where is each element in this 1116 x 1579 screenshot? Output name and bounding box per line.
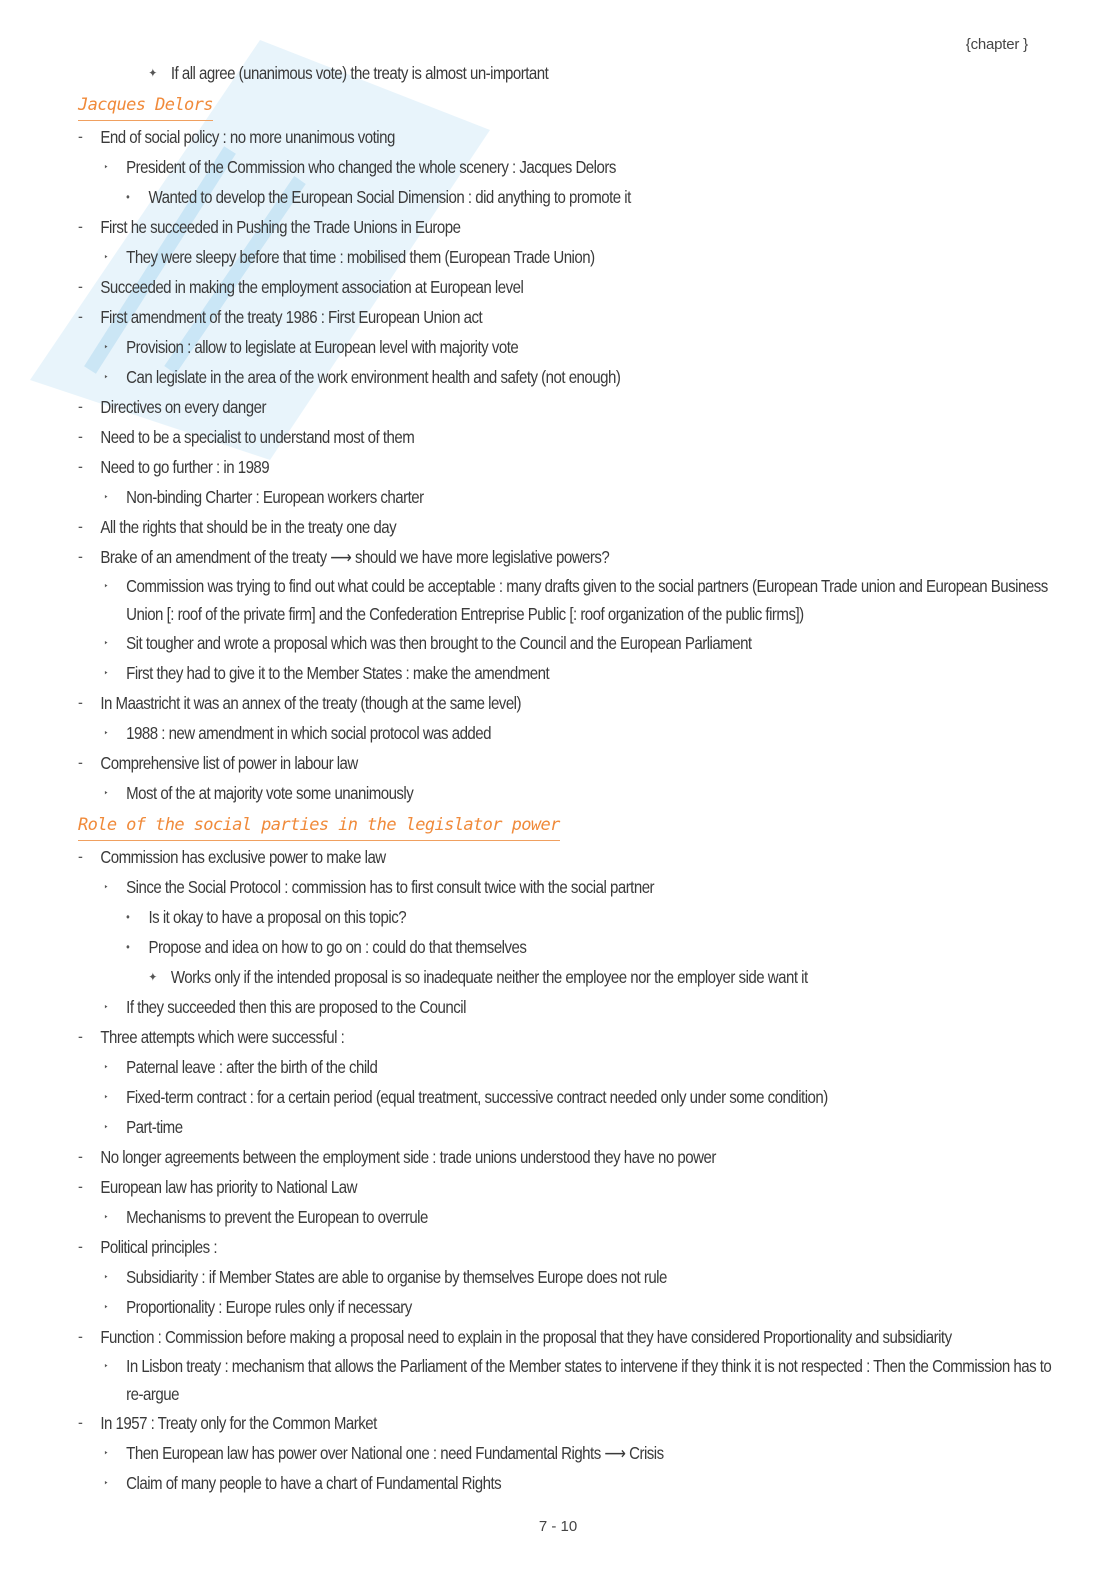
note-line-level-1: [78, 152, 1061, 182]
note-line-level-1: [78, 1352, 1061, 1408]
note-line-level-0: [78, 1022, 1036, 1052]
bullet-marker: ‣: [103, 1002, 108, 1012]
note-line-level-1: [78, 572, 1061, 628]
note-line-level-0: [78, 842, 1036, 872]
note-line-level-1: [78, 1468, 1061, 1498]
note-text: Political principles :: [100, 1237, 217, 1257]
note-text: Succeeded in making the employment association at European level: [100, 277, 524, 297]
note-text: Can legislate in the area of the work environment health and safety (not enough): [126, 367, 621, 387]
bullet-marker: ‣: [103, 581, 108, 591]
note-line-level-0: [78, 422, 1036, 452]
note-text: Propose and idea on how to go on : could do that themselves: [148, 937, 527, 957]
note-text: All the rights that should be in the treaty one day: [100, 517, 397, 537]
note-line-level-0: [78, 1142, 1036, 1172]
note-text: End of social policy : no more unanimous voting: [100, 127, 395, 147]
page-number: 7 - 10: [538, 1518, 578, 1535]
note-line-level-0: [78, 302, 1036, 332]
bullet-marker: -: [78, 277, 83, 296]
note-text: Need to be a specialist to understand most of them: [100, 427, 415, 447]
bullet-marker: -: [78, 1027, 83, 1046]
note-text: Wanted to develop the European Social Dimension : did anything to promote it: [148, 187, 631, 207]
bullet-marker: -: [78, 753, 83, 772]
note-text: Part-time: [126, 1117, 183, 1137]
note-text: Paternal leave : after the birth of the child: [126, 1057, 378, 1077]
note-text: In 1957 : Treaty only for the Common Market: [100, 1413, 377, 1433]
bullet-marker: ‣: [103, 1272, 108, 1282]
note-line-level-3: [78, 58, 1106, 88]
note-text: Works only if the intended proposal is so inadequate neither the employee nor the employer side want it: [170, 967, 808, 987]
note-line-level-2: [78, 182, 1084, 212]
note-line-level-1: [78, 1082, 1061, 1112]
bullet-marker: ✦: [148, 970, 157, 984]
bullet-marker: ‣: [103, 1062, 108, 1072]
section-heading-wrap: [78, 808, 1038, 842]
note-text: Then European law has power over National one : need Fundamental Rights ⟶ Crisis: [126, 1443, 664, 1463]
bullet-marker: -: [78, 127, 83, 146]
note-line-level-1: [78, 778, 1061, 808]
bullet-marker: •: [126, 940, 130, 954]
note-text: Mechanisms to prevent the European to overrule: [126, 1207, 428, 1227]
bullet-marker: ‣: [103, 1092, 108, 1102]
bullet-marker: ‣: [103, 1212, 108, 1222]
note-text: Provision : allow to legislate at European level with majority vote: [126, 337, 519, 357]
bullet-marker: -: [78, 1147, 83, 1166]
note-text: If all agree (unanimous vote) the treaty is almost un-important: [170, 63, 549, 83]
note-text: Need to go further : in 1989: [100, 457, 270, 477]
note-line-level-0: [78, 122, 1036, 152]
note-line-level-1: [78, 1202, 1061, 1232]
note-line-level-0: [78, 1322, 1036, 1352]
note-text: Brake of an amendment of the treaty ⟶ should we have more legislative powers?: [100, 547, 610, 567]
bullet-marker: -: [78, 427, 83, 446]
note-text: Commission was trying to find out what could be acceptable : many drafts given to the social partners (European Trade union and European Business Union [: roof of the private firm] and the Confederation Entreprise Public [: roof organization of the public firms]): [126, 576, 1048, 624]
bullet-marker: -: [78, 847, 83, 866]
bullet-marker: ‣: [103, 1361, 108, 1371]
note-line-level-1: [78, 242, 1061, 272]
bullet-marker: -: [78, 1413, 83, 1432]
note-line-level-0: [78, 688, 1036, 718]
note-text: Comprehensive list of power in labour law: [100, 753, 358, 773]
note-text: President of the Commission who changed the whole scenery : Jacques Delors: [126, 157, 616, 177]
note-text: 1988 : new amendment in which social protocol was added: [126, 723, 491, 743]
note-line-level-1: [78, 628, 1061, 658]
bullet-marker: ‣: [103, 372, 108, 382]
note-line-level-1: [78, 872, 1061, 902]
bullet-marker: -: [78, 547, 83, 566]
note-line-level-0: [78, 542, 1036, 572]
bullet-marker: -: [78, 397, 83, 416]
section-heading: Role of the social parties in the legislator power: [78, 810, 560, 841]
note-text: Sit tougher and wrote a proposal which was then brought to the Council and the European Parliament: [126, 633, 752, 653]
bullet-marker: ‣: [103, 882, 108, 892]
bullet-marker: ‣: [103, 668, 108, 678]
bullet-marker: ‣: [103, 162, 108, 172]
bullet-marker: ‣: [103, 492, 108, 502]
bullet-marker: -: [78, 1177, 83, 1196]
note-text: They were sleepy before that time : mobilised them (European Trade Union): [126, 247, 595, 267]
note-line-level-0: [78, 392, 1036, 422]
bullet-marker: -: [78, 457, 83, 476]
note-text: First they had to give it to the Member States : make the amendment: [126, 663, 550, 683]
bullet-marker: ‣: [103, 638, 108, 648]
section-heading-wrap: [78, 88, 1038, 122]
note-text: Proportionality : Europe rules only if necessary: [126, 1297, 412, 1317]
bullet-marker: ‣: [103, 1122, 108, 1132]
note-text: Commission has exclusive power to make law: [100, 847, 386, 867]
note-text: European law has priority to National Law: [100, 1177, 357, 1197]
note-text: Subsidiarity : if Member States are able to organise by themselves Europe does not rule: [126, 1267, 667, 1287]
note-line-level-1: [78, 1292, 1061, 1322]
note-text: First he succeeded in Pushing the Trade Unions in Europe: [100, 217, 461, 237]
note-line-level-2: [78, 902, 1084, 932]
bullet-marker: ✦: [148, 66, 157, 80]
note-line-level-0: [78, 1408, 1036, 1438]
note-text: In Lisbon treaty : mechanism that allows the Parliament of the Member states to intervene if they think it is not respected : Then the Commission has to re-argue: [126, 1356, 1052, 1404]
note-line-level-0: [78, 748, 1036, 778]
note-line-level-2: [78, 932, 1084, 962]
note-line-level-1: [78, 1438, 1061, 1468]
bullet-marker: ‣: [103, 788, 108, 798]
bullet-marker: -: [78, 693, 83, 712]
note-text: No longer agreements between the employment side : trade unions understood they have no power: [100, 1147, 716, 1167]
note-line-level-1: [78, 1052, 1061, 1082]
note-text: Is it okay to have a proposal on this topic?: [148, 907, 407, 927]
bullet-marker: ‣: [103, 728, 108, 738]
bullet-marker: ‣: [103, 252, 108, 262]
note-line-level-1: [78, 1112, 1061, 1142]
note-text: Most of the at majority vote some unanimously: [126, 783, 414, 803]
bullet-marker: ‣: [103, 1448, 108, 1458]
section-heading: Jacques Delors: [78, 90, 213, 121]
bullet-marker: ‣: [103, 342, 108, 352]
note-text: Non-binding Charter : European workers charter: [126, 487, 424, 507]
bullet-marker: ‣: [103, 1302, 108, 1312]
note-text: Three attempts which were successful :: [100, 1027, 345, 1047]
note-line-level-1: [78, 362, 1061, 392]
note-line-level-0: [78, 1172, 1036, 1202]
bullet-marker: -: [78, 217, 83, 236]
note-text: Directives on every danger: [100, 397, 266, 417]
bullet-marker: -: [78, 517, 83, 536]
note-text: If they succeeded then this are proposed to the Council: [126, 997, 466, 1017]
note-line-level-1: [78, 332, 1061, 362]
note-line-level-1: [78, 1262, 1061, 1292]
note-text: Claim of many people to have a chart of Fundamental Rights: [126, 1473, 502, 1493]
bullet-marker: -: [78, 1327, 83, 1346]
note-line-level-1: [78, 992, 1061, 1022]
note-line-level-1: [78, 482, 1061, 512]
note-text: In Maastricht it was an annex of the treaty (though at the same level): [100, 693, 522, 713]
bullet-marker: ‣: [103, 1478, 108, 1488]
note-line-level-0: [78, 512, 1036, 542]
bullet-marker: -: [78, 307, 83, 326]
note-line-level-0: [78, 272, 1036, 302]
chapter-header: {chapter }: [965, 36, 1028, 53]
note-line-level-0: [78, 1232, 1036, 1262]
note-line-level-0: [78, 452, 1036, 482]
bullet-marker: -: [78, 1237, 83, 1256]
note-line-level-1: [78, 718, 1061, 748]
bullet-marker: •: [126, 910, 130, 924]
note-text: Function : Commission before making a proposal need to explain in the proposal that they have considered Proportionality and subsidiarity: [100, 1327, 952, 1347]
note-line-level-3: [78, 962, 1106, 992]
notes-body: [78, 58, 1052, 1498]
note-text: Fixed-term contract : for a certain period (equal treatment, successive contract needed only under some condition): [126, 1087, 828, 1107]
note-text: First amendment of the treaty 1986 : First European Union act: [100, 307, 483, 327]
note-line-level-0: [78, 212, 1036, 242]
note-line-level-1: [78, 658, 1061, 688]
note-text: Since the Social Protocol : commission has to first consult twice with the social partner: [126, 877, 655, 897]
bullet-marker: •: [126, 190, 130, 204]
